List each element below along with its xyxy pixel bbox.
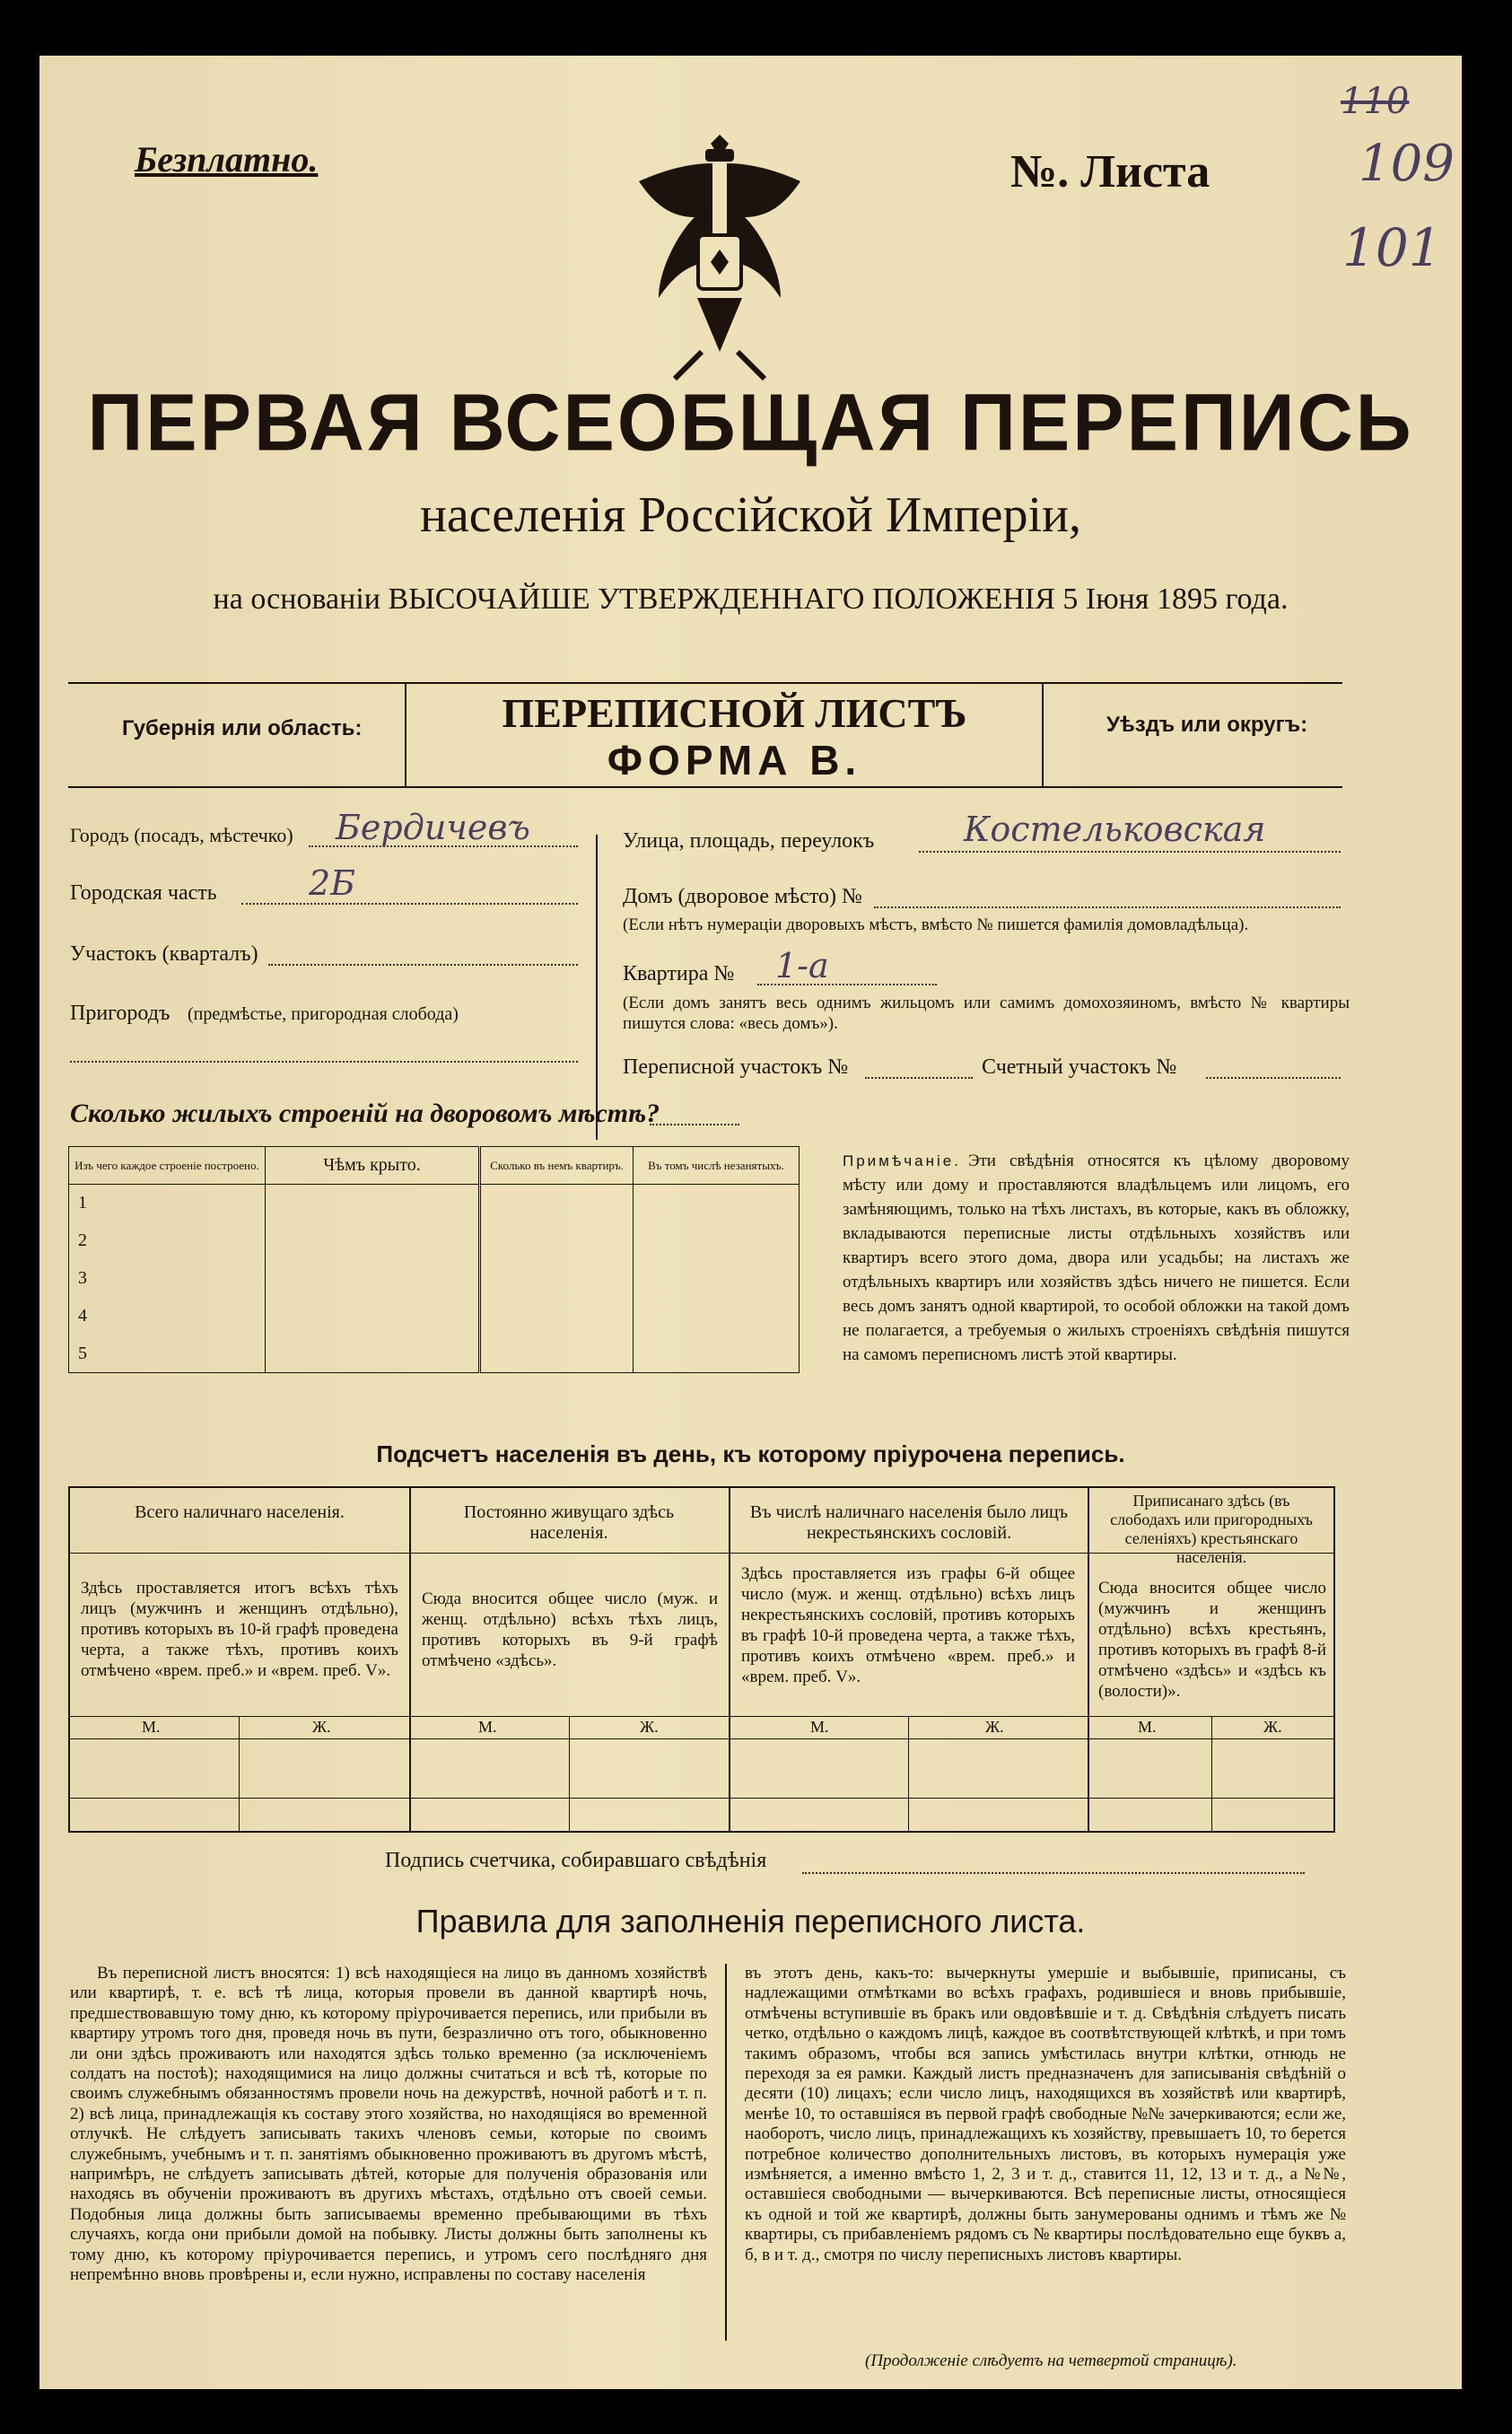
rules-title: Правила для заполненія переписного листа. — [415, 1903, 1086, 1939]
apartment-label: Квартира № — [623, 962, 735, 985]
block-line — [268, 964, 578, 966]
house-note: (Если нѣтъ нумераціи дворовыхъ мѣстъ, вмѣсто № пишется фамилія домовладѣльца). — [623, 915, 1249, 934]
form-title: ПЕРЕПИСНОЙ ЛИСТЪ — [502, 690, 967, 736]
block-label: Участокъ (кварталъ) — [70, 942, 258, 966]
tally-female-3: Ж. — [985, 1718, 1004, 1736]
street-line — [919, 851, 1341, 853]
street-value: Костельковская — [964, 810, 1266, 849]
house-line — [874, 906, 1341, 908]
buildings-row-number: 4 — [69, 1298, 266, 1335]
buildings-row-number: 1 — [69, 1185, 266, 1222]
rules-right-column: въ этотъ день, какъ-то: вычеркнуты умершіе и выбывшіе, приписаны, съ надлежащими отмѣтками во всѣхъ графахъ, родившіеся и вновь прибывшіе, отмѣчены вступившіе въ бракъ или овдовѣвшіе и т. д. Свѣдѣнія слѣдуетъ писать четко, отдѣльно о каждомъ лицѣ, каждое въ соотвѣтствующей клѣткѣ, и при томъ такимъ образомъ, чтобы вся запись умѣстилась внутри клѣтки, отнюдь не переходя за ея рамки. Каждый листъ предназначенъ для записыванія свѣдѣній о десяти (10) лицахъ; если число лицъ, находящихся въ хозяйствѣ или квартирѣ, менѣе 10, то оставшіяся въ первой графѣ свободные №№ зачеркиваются; если же, наоборотъ, число лицъ, принадлежащихъ къ хозяйству, превышаетъ 10, то берется потребное количество дополнительныхъ листовъ, въ которыхъ нумерація уже измѣняется, а именно вмѣсто 1, 2, 3 и т. д., ставится 11, 12, 13 и т. д., а №№, оставшіеся свободными — вычеркиваются. Всѣ переписные листы, относящіеся къ одной и той же квартирѣ, должны быть занумерованы однимъ и тѣмъ же № квартиры, съ прибавленіемъ рядомъ съ № квартиры послѣдовательно еще буквъ а, б, в и т. д., смотря по числу переписныхъ листовъ квартиры. — [745, 1964, 1346, 2264]
address-divider — [596, 835, 598, 1140]
rules-continued: (Продолженіе слѣдуетъ на четвертой страницѣ). — [865, 2351, 1237, 2370]
city-label: Городъ (посадъ, мѣстечко) — [70, 824, 293, 846]
tally-female-2: Ж. — [640, 1718, 659, 1736]
tally-head-permanent: Постоянно живущаго здѣсь населенія. — [463, 1502, 675, 1543]
apartment-note: (Если домъ занятъ весь однимъ жильцомъ или самимъ домохозяиномъ, вмѣсто № квартиры пишутся слова: «весь домъ»). — [623, 994, 1350, 1033]
buildings-header-apartments: Сколько въ немъ квартиръ. — [480, 1147, 634, 1185]
tally-body-present: Здѣсь проставляется итогъ всѣхъ тѣхъ лицъ (мужчинъ и женщинъ отдѣльно), противъ которыхъ въ 10-й графѣ проведена черта, а также тѣхъ, противъ коихъ отмѣчено «врем. преб.» и «врем. преб. V». — [81, 1579, 398, 1680]
free-label: Безплатно. — [135, 139, 319, 179]
form-box — [68, 682, 1342, 788]
buildings-row-number: 3 — [69, 1260, 266, 1298]
note-label: Примѣчаніе. — [843, 1152, 961, 1169]
sheet-number-label: №. Листа — [1010, 146, 1210, 197]
tally-female-4: Ж. — [1263, 1718, 1282, 1736]
signature-line — [802, 1872, 1305, 1874]
sheet-number-handwritten-3: 101 — [1342, 217, 1442, 278]
suburb-line — [70, 1061, 578, 1063]
rules-left-column: Въ переписной листъ вносятся: 1) всѣ находящіеся на лицо въ данномъ хозяйствѣ или квартирѣ, т. е. всѣ тѣ лица, которыя провели въ данной квартирѣ ночь, предшествовавшую тому дню, къ которому пріурочивается перепись, или прибыли въ квартиру утромъ того дня, проведя ночь въ пути, безразлично отъ того, обыкновенно ли они здѣсь проживаютъ или находятся здѣсь только временно (за исключеніемъ солдатъ на постоѣ); находящимися на лицо должны считаться и всѣ тѣ, которые по своимъ служебнымъ обязанностямъ провели ночь на дежурствѣ, ночной работѣ и т. п. 2) всѣ лица, принадлежащія къ составу этого хозяйства, но находящіяся во временной отлучкѣ. Не слѣдуетъ записывать такихъ членовъ семьи, которые по своимъ служебнымъ, учебнымъ и т. п. занятіямъ обыкновенно проживаютъ въ другомъ мѣстѣ, напримѣръ, не слѣдуетъ записывать дѣтей, которые для полученія образованія или находясь въ обученіи проживаютъ въ другихъ мѣстахъ, отдѣльно отъ своей семьи. Подобныя лица должны быть записываемы временно пребывающими въ тѣхъ случаяхъ, когда они прибыли домой на побывку. Листы должны быть заполнены къ тому дню, къ которому пріурочивается перепись, и утромъ сего послѣдняго дня непремѣнно вновь провѣрены и, если нужно, исправлены по составу населенія — [70, 1964, 707, 2285]
city-value: Бердичевъ — [336, 808, 530, 847]
buildings-question: Сколько жилыхъ строеній на дворовомъ мѣстѣ? — [70, 1099, 660, 1128]
double-headed-eagle-icon — [612, 127, 827, 397]
census-district-label: Переписной участокъ № — [623, 1055, 849, 1079]
sheet-number-handwritten-1: 110 — [1341, 81, 1410, 122]
buildings-header-roof: Чѣмъ крыто. — [265, 1147, 479, 1185]
buildings-header-vacant: Въ томъ числѣ незанятыхъ. — [634, 1147, 800, 1185]
district-cell — [1042, 684, 1344, 786]
province-label: Губернія или область: — [122, 716, 363, 740]
count-district-label: Счетный участокъ № — [982, 1055, 1177, 1079]
census-district-line — [865, 1077, 973, 1079]
street-label: Улица, площадь, переулокъ — [623, 829, 875, 853]
district-label: Уѣздъ или округъ: — [1106, 713, 1308, 737]
tally-body-peasant: Сюда вносится общее число (мужчинъ и женщинъ отдѣльно) всѣхъ крестьянъ, противъ которыхъ въ графѣ 8-й отмѣчено «здѣсь» и «здѣсь къ (волости)». — [1098, 1579, 1326, 1701]
tally-body-permanent: Сюда вносится общее число (муж. и женщ. отдѣльно) всѣхъ тѣхъ лицъ, противъ которыхъ въ 9-й графѣ отмѣчено «здѣсь». — [422, 1589, 718, 1670]
city-part-line — [241, 903, 578, 905]
buildings-row-number: 5 — [69, 1335, 266, 1373]
tally-female-1: Ж. — [312, 1718, 331, 1736]
sheet-number-handwritten-2: 109 — [1359, 135, 1455, 193]
tally-title: Подсчетъ населенія въ день, къ которому пріурочена перепись. — [376, 1440, 1125, 1467]
tally-male-1: М. — [142, 1718, 161, 1736]
apartment-value: 1-а — [775, 946, 829, 985]
buildings-question-line — [650, 1124, 739, 1125]
census-sheet — [39, 56, 1462, 2389]
rules-divider — [725, 1964, 727, 2341]
tally-table — [68, 1486, 1335, 1833]
buildings-row-number: 2 — [69, 1222, 266, 1260]
page-title: ПЕРВАЯ ВСЕОБЩАЯ ПЕРЕПИСЬ — [87, 377, 1414, 468]
legal-basis: на основаніи ВЫСОЧАЙШЕ УТВЕРЖДЕННАГО ПОЛОЖЕНІЯ 5 Іюня 1895 года. — [213, 582, 1289, 616]
buildings-table — [68, 1146, 800, 1373]
buildings-header-material: Изъ чего каждое строеніе построено. — [69, 1147, 266, 1185]
note-block — [843, 1149, 1350, 1367]
province-cell — [68, 684, 406, 786]
page-subtitle: населенія Россійской Имперіи, — [419, 487, 1082, 543]
form-type: ФОРМА В. — [607, 737, 862, 784]
signature-label: Подпись счетчика, собиравшаго свѣдѣнія — [385, 1849, 767, 1872]
tally-head-peasant: Приписанаго здѣсь (въ слободахъ или пригородныхъ селеніяхъ) крестьянскаго населенія. — [1110, 1492, 1313, 1566]
tally-male-4: М. — [1138, 1718, 1157, 1736]
suburb-label: Пригородъ — [70, 1002, 170, 1025]
suburb-note: (предмѣстье, пригородная слобода) — [188, 1004, 459, 1024]
count-district-line — [1206, 1077, 1341, 1079]
city-part-value: 2Б — [309, 863, 356, 903]
city-part-label: Городская часть — [70, 881, 217, 905]
house-label: Домъ (дворовое мѣсто) № — [623, 885, 862, 908]
tally-male-2: М. — [478, 1718, 497, 1736]
tally-male-3: М. — [810, 1718, 829, 1736]
tally-head-present: Всего наличнаго населенія. — [135, 1502, 345, 1522]
tally-body-non-peasant: Здѣсь проставляется изъ графы 6-й общее число (муж. и женщ. отдѣльно) всѣхъ лицъ некрестьянскихъ сословій, противъ которыхъ въ графѣ 10-й проведена черта, а также тѣхъ, противъ коихъ отмѣчено «врем. преб.» и «врем. преб. V». — [741, 1564, 1075, 1686]
note-text: Эти свѣдѣнія относятся къ цѣлому дворовому мѣсту или дому и проставляются владѣльцемъ или лицомъ, его замѣняющимъ, только на тѣхъ листахъ, въ которые, какъ въ обложку, вкладываются переписные листы отдѣльныхъ хозяйствъ или квартиръ всего этого дома, двора или усадьбы; на листахъ же отдѣльныхъ квартиръ или хозяйствъ здѣсь ничего не пишется. Если весь домъ занятъ одной квартирой, то особой обложки на такой домъ не полагается, а требуемыя о жилыхъ строеніяхъ свѣдѣнія пишутся на самомъ переписномъ листѣ этой квартиры. — [843, 1151, 1350, 1364]
tally-head-non-peasant: Въ числѣ наличнаго населенія было лицъ некрестьянскихъ сословій. — [749, 1502, 1069, 1543]
